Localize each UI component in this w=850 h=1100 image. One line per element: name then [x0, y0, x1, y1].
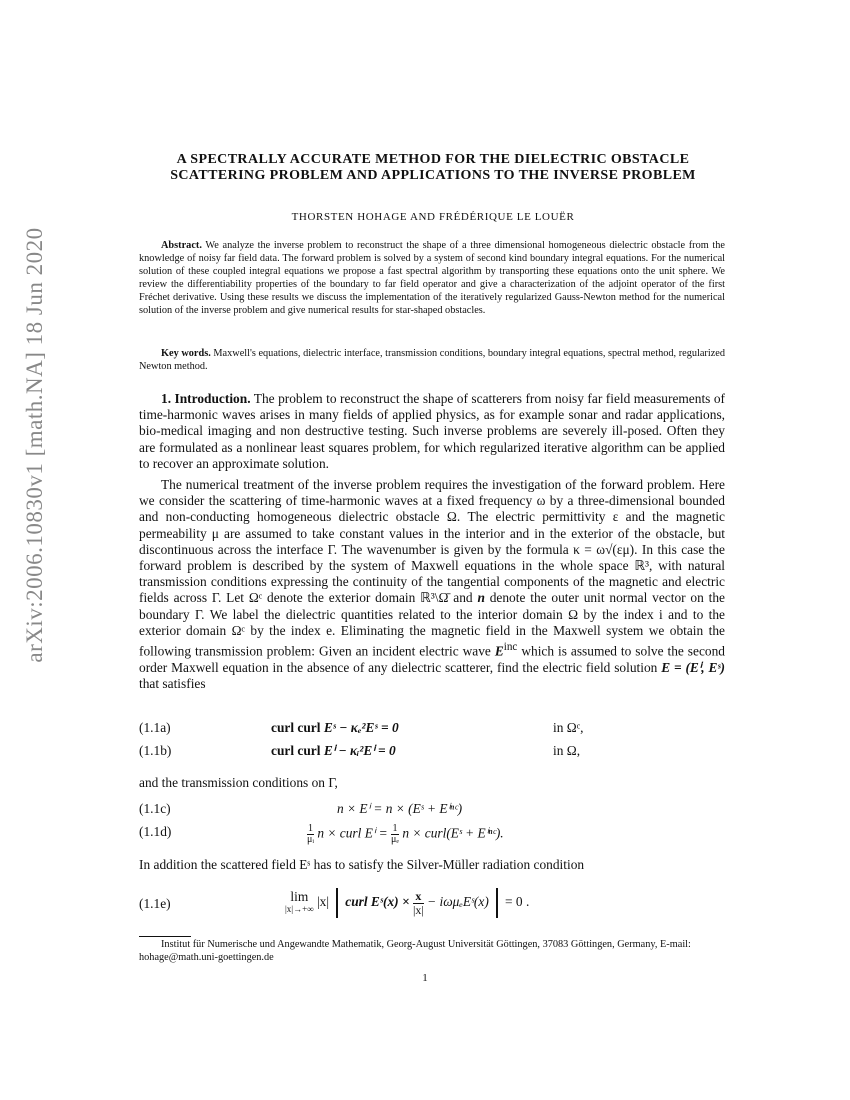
equation-1-1a — [139, 720, 739, 738]
p2-part-d: that satisfies — [139, 675, 206, 691]
fraction-denominator: μᵢ — [307, 834, 314, 845]
limit-subscript: |x|→+∞ — [285, 904, 314, 914]
abstract-label: Abstract. — [161, 240, 202, 251]
fraction-denominator: |x| — [412, 902, 424, 917]
equation-label: (1.1c) — [139, 801, 171, 816]
section-heading: 1. Introduction. — [161, 391, 251, 406]
arxiv-stamp — [17, 227, 53, 663]
intro-paragraph-1 — [139, 391, 725, 472]
keywords-text: Maxwell's equations, dielectric interface, transmission conditions, boundary integral equations, spectral method, regularized Newton method. — [139, 348, 725, 372]
limit-operator: lim — [290, 889, 309, 904]
curl-operator: curl curl — [271, 743, 321, 758]
abstract-text: We analyze the inverse problem to reconstruct the shape of a three dimensional homogeneous dielectric obstacle from the knowledge of noisy far field data. The forward problem is solved by a system of second kind boundary integral equations. For the numerical solution of these coupled integral equations we propose a fast spectral algorithm by transporting these equations onto the unit sphere. We review the differentiability properties of the boundary to far field operator and give a characterization of the adjoint operator of the first Fréchet derivative. Using these results we discuss the implementation of the iteratively regularized Gauss-Newton method for the numerical solution of the inverse problem and give numerical results for star-shaped obstacles. — [139, 240, 726, 316]
abs-x: |x| — [316, 894, 330, 910]
footnote: Institut für Numerische und Angewandte Mathematik, Georg-August Universität Göttingen, 37083 Göttingen, Germany, E-mail: hohage@math.uni-goettingen.de — [139, 939, 691, 963]
curl-operator: curl curl — [271, 720, 321, 735]
author-list: THORSTEN HOHAGE AND FRÉDÉRIQUE LE LOUËR — [291, 211, 575, 223]
p2-part-c: which is assumed to solve the second order Maxwell equation in the absence of any dielectric scatterer, find the electric field solution — [139, 643, 725, 675]
transmission-conditions-text: and the transmission conditions on Γ, — [139, 775, 338, 790]
fraction-mu-i — [307, 824, 314, 845]
incident-field-symbol: E — [494, 643, 504, 659]
equation-label: (1.1b) — [139, 743, 172, 758]
equation-body: Eˢ − κₑ²Eˢ = 0 — [323, 720, 399, 735]
equation-body: n × Eⁱ = n × (Eˢ + Eⁱⁿᶜ) — [337, 801, 463, 816]
fraction-denominator: μₑ — [391, 834, 399, 845]
equation-condition: in Ωᶜ, — [553, 720, 584, 735]
equation-condition: in Ω, — [553, 743, 581, 758]
p2-part-b: denote the outer unit normal vector on the boundary Γ. We label the dielectric quantities related to the interior domain Ω by the index i and to the exterior domain Ωᶜ by the index e. Eliminating the magnetic field in the Maxwell system we obtain the following transmission problem: Given an incident electric wave — [139, 590, 725, 659]
fraction-numerator: 1 — [392, 823, 398, 834]
equation-label: (1.1d) — [139, 824, 172, 839]
fraction-numerator: x — [413, 890, 424, 904]
page-number: 1 — [422, 972, 428, 984]
equation-end: = 0 . — [505, 894, 530, 910]
fraction-mu-e — [391, 824, 399, 845]
equation-1-1c — [139, 801, 739, 819]
incident-superscript: inc — [503, 641, 518, 654]
radiation-condition-text: In addition the scattered field Eˢ has to satisfy the Silver-Müller radiation condition — [139, 857, 585, 872]
solution-symbol: E = (Eⁱ, Eˢ) — [661, 659, 725, 675]
equation-label: (1.1a) — [139, 720, 171, 735]
keywords — [139, 347, 725, 373]
paper-title: A SPECTRALLY ACCURATE METHOD FOR THE DIELECTRIC OBSTACLE SCATTERING PROBLEM AND APPLICATIONS TO THE INVERSE PROBLEM — [170, 152, 696, 183]
equation-1-1e — [139, 888, 739, 928]
arxiv-stamp-text: arXiv:2006.10830v1 [math.NA] 18 Jun 2020 — [22, 227, 47, 663]
equation-1-1d — [139, 824, 739, 848]
fraction-numerator: 1 — [308, 823, 313, 834]
abs-bar-left — [336, 888, 338, 918]
keywords-label: Key words. — [161, 348, 211, 359]
fraction-x-over-abs-x — [413, 890, 424, 917]
abstract — [139, 239, 725, 317]
equation-middle: n × curl Eⁱ = — [317, 825, 388, 841]
normal-vector-symbol: n — [477, 590, 485, 606]
equation-body: Eⁱ − κᵢ²Eⁱ = 0 — [323, 743, 396, 758]
intro-p1-text: The problem to reconstruct the shape of scatterers from noisy far field measurements of time-harmonic waves arises in many fields of applied physics, as for example sonar and radar applications, bio-medical imaging and non destructive testing. Such inverse problems are severely ill-posed. Often they are formulated as a nonlinear least squares problem, for which regularized iterative algorithm can be applied to recover an approximate solution. — [139, 391, 725, 471]
curl-term: curl Eˢ(x) × — [345, 894, 413, 910]
abs-bar-right — [496, 888, 498, 918]
footnote-rule — [139, 936, 191, 937]
equation-label: (1.1e) — [139, 896, 171, 911]
p2-part-a: The numerical treatment of the inverse problem requires the investigation of the forward problem. Here we consider the scattering of time-harmonic waves at a fixed frequency ω by a three-dimensional bounded and non-conducting homogeneous dielectric obstacle Ω. The electric permittivity ε and the magnetic permeability μ are assumed to take constant values in the interior and in the exterior of the obstacle, but discontinuous across the interface Γ. The wavenumber is given by the formula κ = ω√(εμ). In this case the forward problem is described by the system of Maxwell equations in the whole space ℝ³, with natural transmission conditions expressing the continuity of the tangential components of the magnetic and electric fields across Γ. Let Ωᶜ denote the exterior domain ℝ³\Ω̄ and — [139, 477, 725, 606]
equation-1-1b — [139, 743, 739, 761]
intro-paragraph-2 — [139, 477, 725, 692]
tail-term: − iωμₑEˢ(x) — [427, 894, 489, 910]
equation-right: n × curl(Eˢ + Eⁱⁿᶜ). — [402, 825, 504, 841]
